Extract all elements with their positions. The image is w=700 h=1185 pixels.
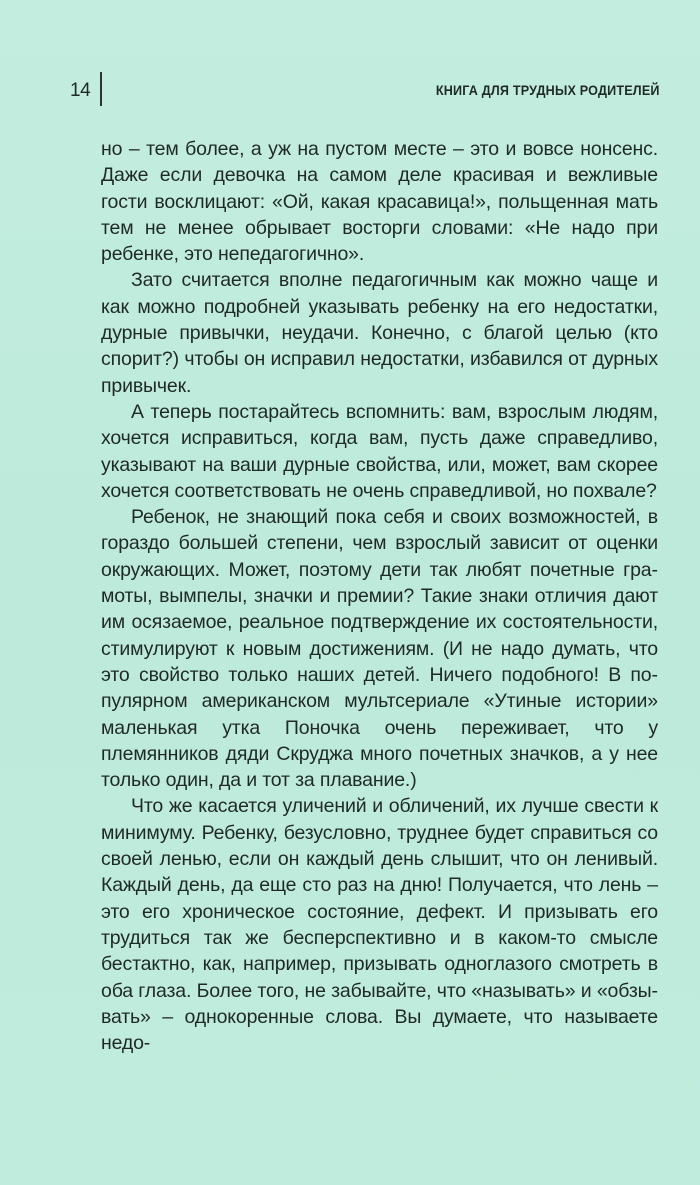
paragraph: но – тем более, а уж на пустом месте – это и вовсе нонсенс. Даже если девочка на самом деле красивая и вежливые гости восклицают: «Ой, какая красавица!», польщенная мать тем не менее обрывает восторги словами: «Не надо при ребенке, это непедагогично». — [101, 138, 658, 266]
running-title: КНИГА ДЛЯ ТРУДНЫХ РОДИТЕЛЕЙ — [436, 82, 660, 98]
paragraph: Ребенок, не знающий пока себя и своих возможностей, в гораздо большей степени, чем взрослый зависит от оценки окружающих. Может, поэтому дети так любят почетные грамоты, вымпелы, значки и премии? Такие знаки отличия дают им осязаемое, реальное подтверждение их состоятельности, стимулируют к новым достижениям. (И не надо думать, что это свойство только наших детей. Ничего подобного! В популярном американском мультсериале «Утиные истории» маленькая утка Поночка очень переживает, что у племянников дяди Скруджа много почетных значков, а у нее только один, да и тот за плавание.) — [101, 506, 658, 792]
paragraph: Что же касается уличений и обличений, их лучше свести к минимуму. Ребенку, безусловно, труднее будет справиться со своей ленью, если он каждый день слышит, что он ленивый. Каждый день, да еще сто раз на дню! Получается, что лень – это его хроническое состояние, дефект. И призывать его трудиться так же бесперспективно и в каком-то смысле бестактно, как, например, призывать одноглазого смотреть в оба глаза. Более того, не забывайте, что «называть» и «обзывать» – однокоренные слова. Вы думаете, что называете недо- — [101, 795, 658, 1055]
header-divider — [100, 72, 102, 106]
page-number: 14 — [70, 80, 91, 101]
paragraph: Зато считается вполне педагогичным как можно чаще и как можно подробней указывать ребенку на его недостатки, дурные привычки, неудачи. Конечно, с благой целью (кто спорит?) чтобы он исправил недостатки, избавился от дурных привычек. — [101, 269, 658, 397]
page-header — [70, 78, 660, 108]
paragraph: А теперь постарайтесь вспомнить: вам, взрослым людям, хочется исправиться, когда вам, пусть даже справедливо, указывают на ваши дурные свойства, или, может, вам скорее хочется соответствовать не очень справедливой, но похвале? — [101, 400, 658, 502]
body-text — [101, 136, 658, 1056]
